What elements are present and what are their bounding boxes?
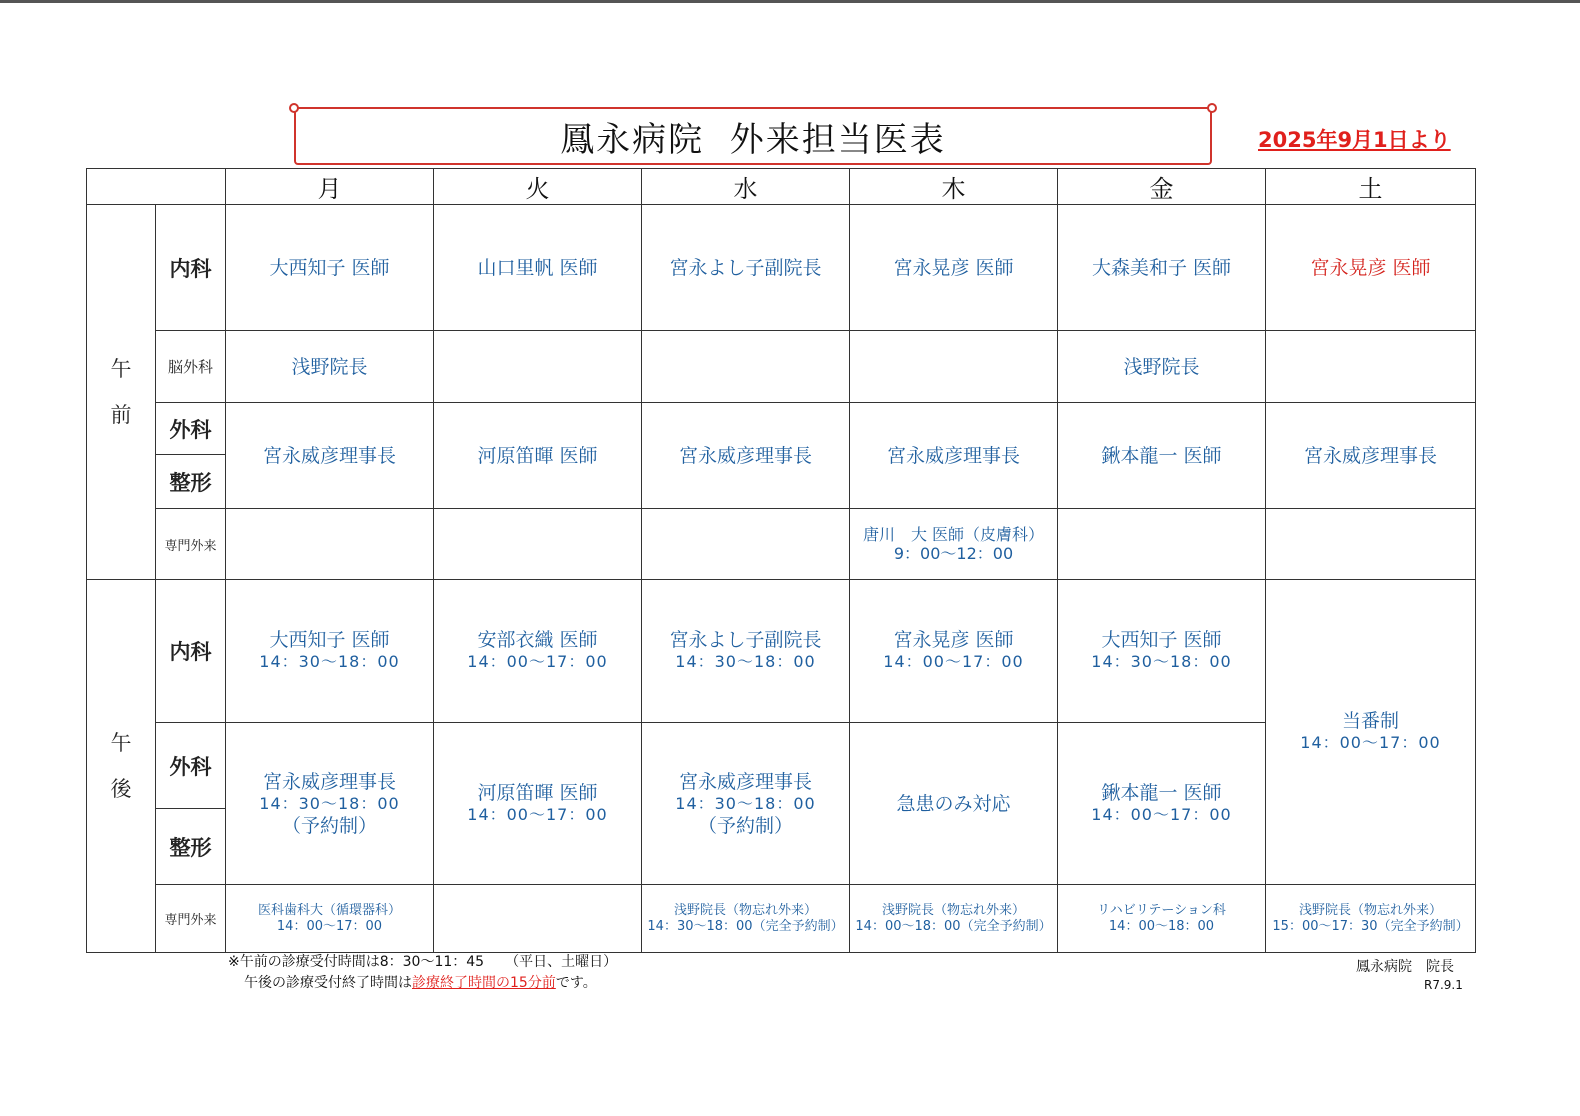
am-senmon-row <box>87 509 1476 580</box>
dept-naika-am: 内科 <box>156 205 226 331</box>
pm-senmon-wed <box>642 885 850 953</box>
schedule-table <box>86 168 1476 953</box>
pm-geka-wed-name: 宮永威彦理事長 <box>678 770 812 793</box>
am-naika-mon: 大西知子 医師 <box>226 205 434 331</box>
pm-geka-tue-name: 河原笛暉 医師 <box>477 781 598 804</box>
am-nougeka-sat <box>1266 331 1476 403</box>
page-title: 鳳永病院 外来担当医表 <box>560 119 946 160</box>
corner-cell <box>87 169 226 205</box>
pm-geka-tue-time: 14：00～17：00 <box>467 804 608 824</box>
pm-naika-wed-time: 14：30～18：00 <box>675 652 816 671</box>
session-pm-label: 午 後 <box>110 731 132 801</box>
am-nougeka-fri: 浅野院長 <box>1058 331 1266 403</box>
day-mon: 月 <box>226 169 434 205</box>
pm-geka-wed-time: 14：30～18：00 <box>675 793 816 813</box>
am-geka-tue: 河原笛暉 医師 <box>434 403 642 509</box>
pm-geka-fri-time: 14：00～17：00 <box>1091 804 1232 824</box>
pm-geka-wed-note: （予約制） <box>697 814 793 837</box>
am-nougeka-row <box>87 331 1476 403</box>
scan-top-edge <box>0 0 1580 3</box>
pm-naika-mon-name: 大西知子 医師 <box>269 629 390 651</box>
pm-senmon-wed-line1: 浅野院長（物忘れ外来） <box>673 902 817 918</box>
note-line-2-highlight: 診療終了時間の15分前 <box>412 975 556 991</box>
pm-naika-wed <box>642 580 850 723</box>
am-nougeka-tue <box>434 331 642 403</box>
am-geka-sat: 宮永威彦理事長 <box>1266 403 1476 509</box>
pm-senmon-thu-line1: 浅野院長（物忘れ外来） <box>881 902 1025 918</box>
am-naika-wed: 宮永よし子副院長 <box>642 205 850 331</box>
pm-senmon-thu-line2: 14：00～18：00（完全予約制） <box>855 918 1052 934</box>
am-geka-mon: 宮永威彦理事長 <box>226 403 434 509</box>
dept-senmon-pm: 専門外来 <box>156 885 226 953</box>
signature-code: R7.9.1 <box>1424 978 1463 992</box>
day-tue: 火 <box>434 169 642 205</box>
am-senmon-thu <box>850 509 1058 580</box>
am-nougeka-wed <box>642 331 850 403</box>
pm-naika-fri <box>1058 580 1266 723</box>
am-geka-fri: 鍬本龍一 医師 <box>1058 403 1266 509</box>
pm-senmon-sat <box>1266 885 1476 953</box>
am-senmon-fri <box>1058 509 1266 580</box>
am-nougeka-thu <box>850 331 1058 403</box>
day-thu: 木 <box>850 169 1058 205</box>
pm-sat <box>1266 580 1476 885</box>
pm-naika-tue <box>434 580 642 723</box>
pm-senmon-tue <box>434 885 642 953</box>
signature-org: 鳳永病院 院長 <box>1356 959 1454 975</box>
pm-senmon-fri-line2: 14：00～18：00 <box>1108 918 1215 934</box>
note-line-2 <box>244 972 597 992</box>
session-am <box>87 205 156 580</box>
pm-geka-tue <box>434 723 642 885</box>
pm-senmon-fri-line1: リハビリテーション科 <box>1097 902 1226 918</box>
pm-naika-row <box>87 580 1476 723</box>
am-senmon-sat <box>1266 509 1476 580</box>
am-senmon-tue <box>434 509 642 580</box>
pm-geka-mon <box>226 723 434 885</box>
pm-geka-mon-time: 14：30～18：00 <box>259 793 400 813</box>
pm-sat-name: 当番制 <box>1341 710 1399 732</box>
am-naika-thu: 宮永晃彦 医師 <box>850 205 1058 331</box>
pm-sat-time: 14：00～17：00 <box>1300 733 1441 752</box>
dept-seikei-am: 整形 <box>156 455 226 509</box>
am-geka-row <box>87 403 1476 455</box>
dept-naika-pm: 内科 <box>156 580 226 723</box>
am-naika-tue: 山口里帆 医師 <box>434 205 642 331</box>
pm-naika-thu-time: 14：00～17：00 <box>883 652 1024 671</box>
dept-geka-pm: 外科 <box>156 723 226 809</box>
pm-geka-thu <box>850 723 1058 885</box>
dept-nougeka: 脳外科 <box>156 331 226 403</box>
pm-naika-mon-time: 14：30～18：00 <box>259 652 400 671</box>
pm-senmon-fri <box>1058 885 1266 953</box>
day-sat: 土 <box>1266 169 1476 205</box>
pm-senmon-mon <box>226 885 434 953</box>
pm-senmon-mon-line1: 医科歯科大（循環器科） <box>257 902 401 918</box>
am-senmon-thu-time: 9：00～12：00 <box>893 544 1014 563</box>
title-banner <box>294 107 1212 165</box>
pm-senmon-sat-line2: 15：00～17：30（完全予約制） <box>1272 918 1469 934</box>
am-senmon-thu-name: 唐川 大 医師（皮膚科） <box>862 525 1045 544</box>
am-geka-thu: 宮永威彦理事長 <box>850 403 1058 509</box>
am-naika-fri: 大森美和子 医師 <box>1058 205 1266 331</box>
pm-naika-tue-name: 安部衣織 医師 <box>477 629 598 651</box>
pm-geka-thu-name: 急患のみ対応 <box>896 792 1011 815</box>
pm-naika-mon <box>226 580 434 723</box>
dept-seikei-pm: 整形 <box>156 809 226 885</box>
am-naika-sat: 宮永晃彦 医師 <box>1266 205 1476 331</box>
pm-geka-wed <box>642 723 850 885</box>
dept-senmon-am: 専門外来 <box>156 509 226 580</box>
pm-senmon-row <box>87 885 1476 953</box>
note-line-1: ※午前の診療受付時間は8：30～11：45 （平日、土曜日） <box>228 954 618 970</box>
day-fri: 金 <box>1058 169 1266 205</box>
session-am-label: 午 前 <box>110 357 132 427</box>
am-naika-row <box>87 205 1476 331</box>
pm-naika-fri-name: 大西知子 医師 <box>1101 629 1222 651</box>
pm-geka-fri-name: 鍬本龍一 医師 <box>1101 781 1222 804</box>
am-senmon-wed <box>642 509 850 580</box>
pm-senmon-wed-line2: 14：30～18：00（完全予約制） <box>647 918 844 934</box>
note-line-2-pre: 午後の診療受付終了時間は <box>244 975 412 991</box>
dept-geka-am: 外科 <box>156 403 226 455</box>
effective-date: 2025年9月1日より <box>1258 128 1451 152</box>
pm-senmon-mon-line2: 14：00～17：00 <box>276 918 383 934</box>
session-pm <box>87 580 156 953</box>
pm-naika-thu <box>850 580 1058 723</box>
day-wed: 水 <box>642 169 850 205</box>
day-header-row <box>87 169 1476 205</box>
am-geka-wed: 宮永威彦理事長 <box>642 403 850 509</box>
pm-naika-tue-time: 14：00～17：00 <box>467 652 608 671</box>
pm-naika-thu-name: 宮永晃彦 医師 <box>893 629 1014 651</box>
pm-senmon-sat-line1: 浅野院長（物忘れ外来） <box>1298 902 1442 918</box>
pm-geka-mon-note: （予約制） <box>281 814 377 837</box>
pm-naika-fri-time: 14：30～18：00 <box>1091 652 1232 671</box>
pm-geka-mon-name: 宮永威彦理事長 <box>262 770 396 793</box>
pm-geka-fri <box>1058 723 1266 885</box>
note-line-2-post: です。 <box>555 975 597 991</box>
am-nougeka-mon: 浅野院長 <box>226 331 434 403</box>
pm-senmon-thu <box>850 885 1058 953</box>
pm-naika-wed-name: 宮永よし子副院長 <box>669 629 822 651</box>
am-senmon-mon <box>226 509 434 580</box>
